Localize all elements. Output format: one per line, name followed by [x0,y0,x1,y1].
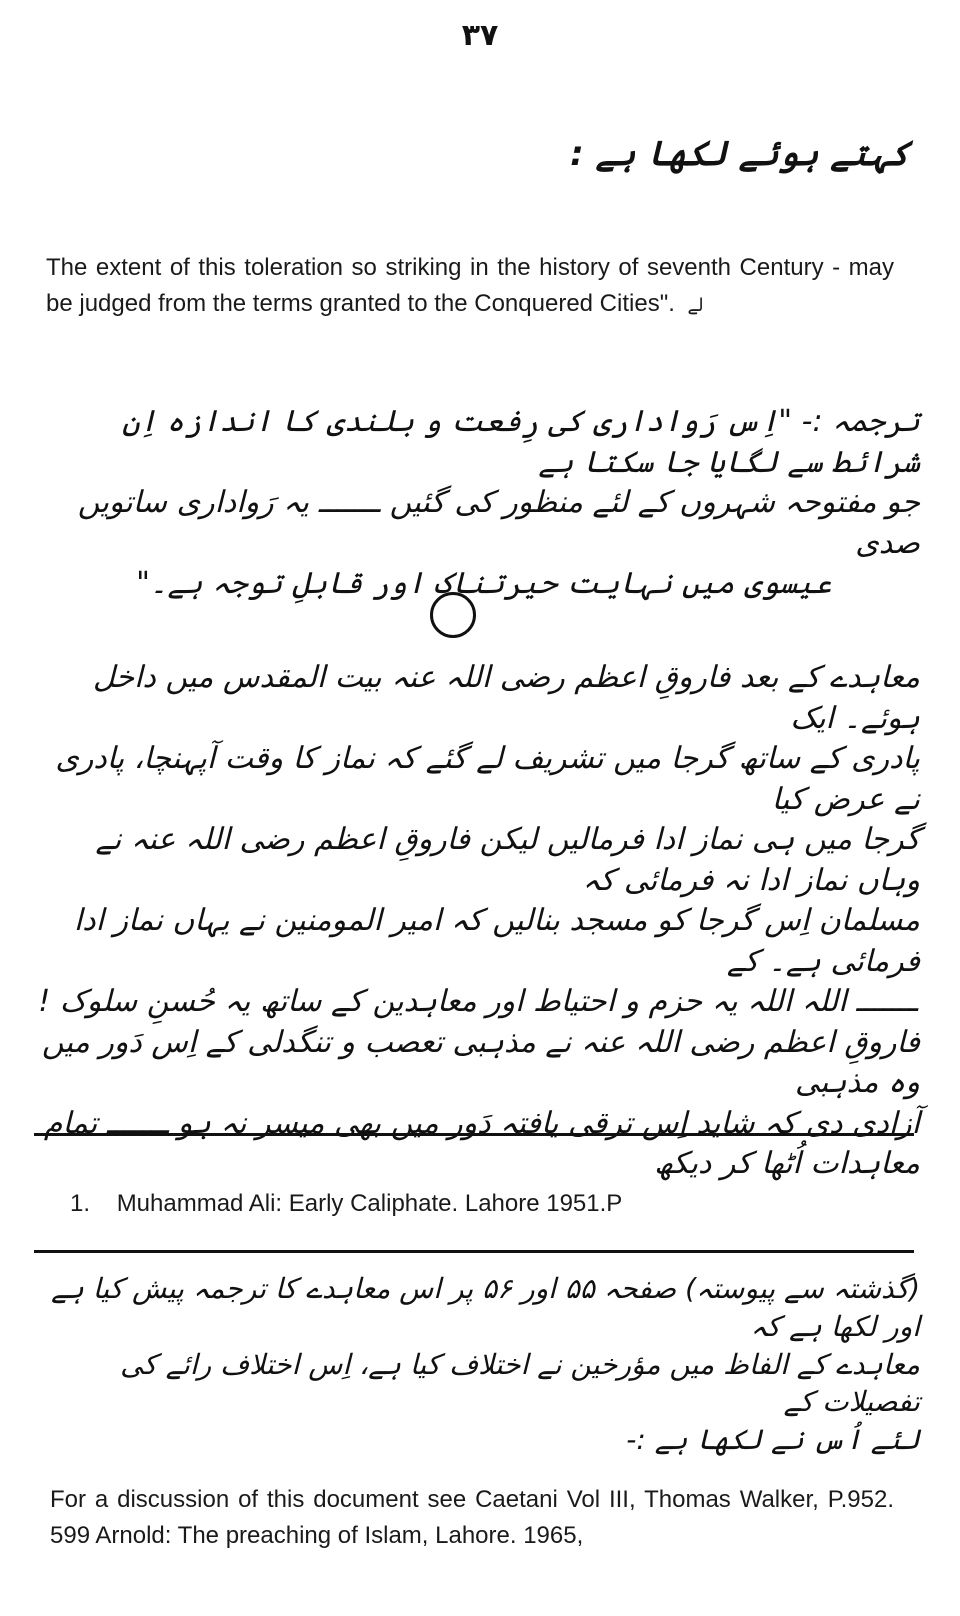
continuation-line: (گذشتہ سے پیوستہ) صفحہ ۵۵ اور ۵۶ پر اس معاہدے کا ترجمہ پیش کیا ہے اور لکھا ہے کہ [51,1272,920,1343]
body-line: ـــــــ اللہ اللہ یہ حزم و احتیاط اور معاہدین کے ساتھ یہ حُسنِ سلوک ! [38,984,918,1019]
body-line: مسلمان اِس گرجا کو مسجد بنالیں کہ امیر المومنین نے یہاں نماز ادا فرمائی ہے۔ کے [73,903,920,979]
english-reference: For a discussion of this document see Caetani Vol III, Thomas Walker, P.952. 599 Arnold: The preaching of Islam, Lahore. 1965, [50,1486,894,1549]
urdu-translation [48,402,920,605]
continuation-line: معاہدے کے الفاظ میں مؤرخین نے اختلاف کیا ہے، اِس اختلاف رائے کی تفصیلات کے [120,1347,920,1419]
english-quote [46,250,894,324]
translation-line: ترجمہ :- "اِس رَواداری کی رِفعت و بلندی کا اندازہ اِن شرائط سے لگایا جا سکتا ہے [121,404,920,480]
footnote-number: 1. [70,1190,91,1217]
body-line: آزادی دی کہ شاید اِس ترقی یافتہ دَور میں بھی میسر نہ ہو ـــــــ تمام معاہدات اُٹھا کر دیکھ [43,1105,920,1181]
footnote-marker: لے [687,295,704,316]
body-line: فاروقِ اعظم رضی اللہ عنہ نے مذہبی تعصب و تنگدلی کے اِس دَور میں وہ مذہبی [41,1024,920,1100]
section-divider-circle [430,592,476,638]
continuation-divider [34,1250,914,1253]
footnote-divider [34,1133,914,1136]
page-number: ۳۷ [461,18,499,53]
section-heading: کہتے ہوئے لکھا ہے : [570,134,910,174]
translation-line: عیسوی میں نہایت حیرتناک اور قابلِ توجہ ہے۔" [136,566,832,601]
body-line: پادری کے ساتھ گرجا میں تشریف لے گئے کہ نماز کا وقت آپہنچا، پادری نے عرض کیا [55,741,920,817]
body-line: گرجا میں ہی نماز ادا فرمالیں لیکن فاروقِ اعظم رضی اللہ عنہ نے وہاں نماز ادا نہ فرمائی کہ [95,822,920,898]
footnote [70,1190,622,1218]
translation-line: جو مفتوحہ شہروں کے لئے منظور کی گئیں ـــــــ یہ رَواداری ساتویں صدی [77,485,920,561]
urdu-continuation [40,1270,920,1459]
english-quote-text: The extent of this toleration so striking in the history of seventh Century - may be judged from the terms granted to the Conquered Cities". [46,254,894,317]
body-line: معاہدے کے بعد فاروقِ اعظم رضی اللہ عنہ بیت المقدس میں داخل ہوئے۔ ایک [92,660,920,736]
continuation-line: لئے اُس نے لکھا ہے :- [626,1423,920,1457]
footnote-text: Muhammad Ali: Early Caliphate. Lahore 1951.P [116,1190,623,1217]
urdu-body-text [36,658,920,1185]
